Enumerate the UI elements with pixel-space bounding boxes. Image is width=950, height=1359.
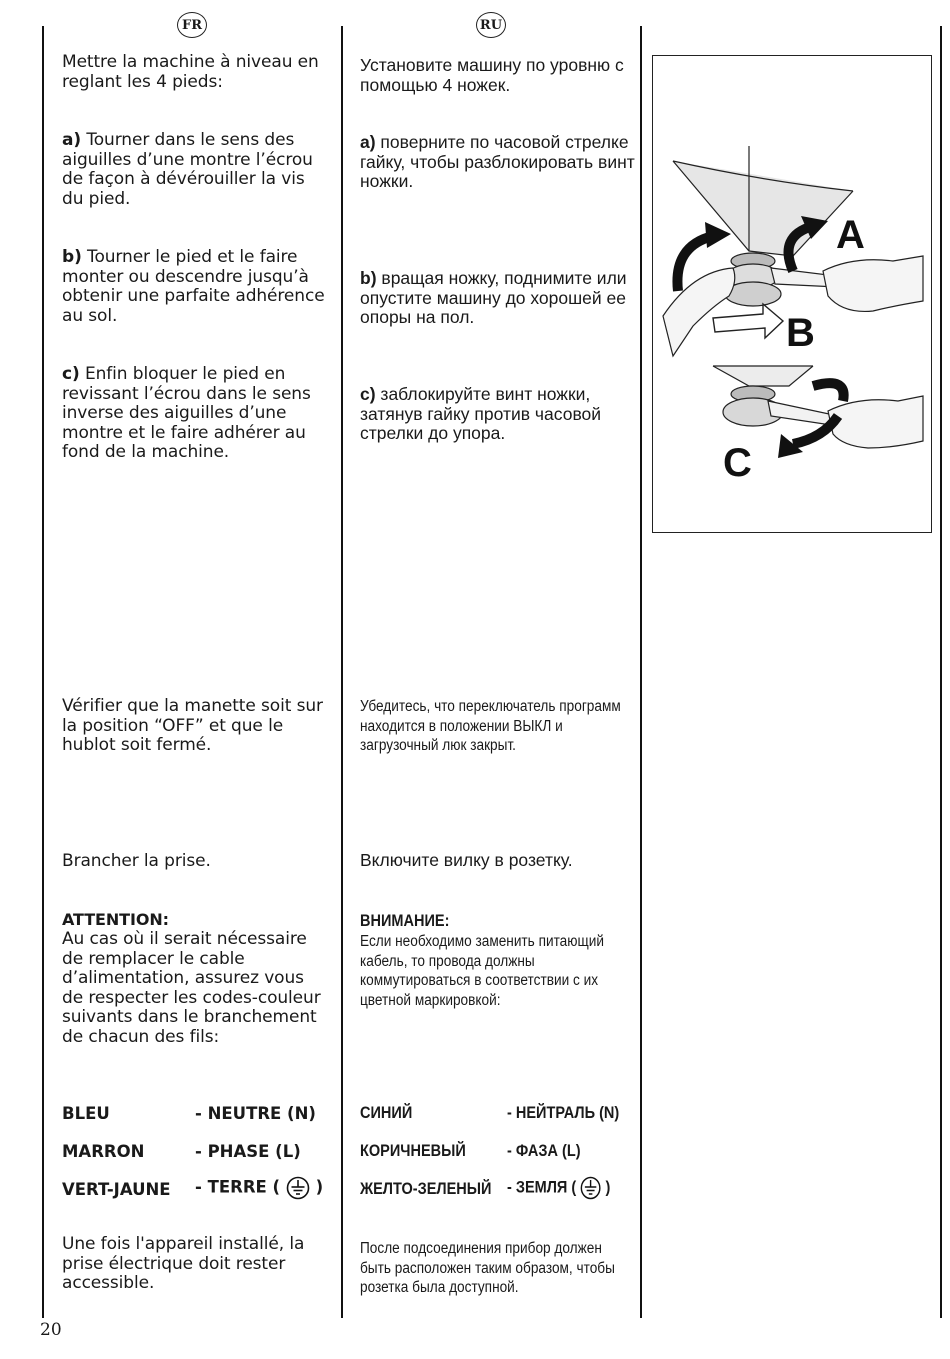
- ru-wire-blue: СИНИЙ: [360, 1104, 413, 1122]
- column-divider-left: [42, 26, 44, 1318]
- fr-wire-brown: MARRON: [62, 1142, 145, 1161]
- ru-step-a-label: a): [360, 132, 376, 152]
- fr-step-a: [62, 131, 330, 209]
- ru-step-b: [360, 269, 635, 328]
- fr-language-badge: FR: [177, 12, 207, 38]
- ru-language-badge: RU: [476, 12, 506, 38]
- ru-final-note: После подсоединения прибор должен быть расположен таким образом, чтобы розетка была доступной.: [360, 1240, 615, 1296]
- figure-label-b: B: [786, 311, 815, 355]
- page-number: 20: [40, 1320, 62, 1340]
- ru-check-off: Убедитесь, что переключатель программ находится в положении ВЫКЛ и загрузочный люк закрыт.: [360, 698, 621, 754]
- ru-attention-text: Если необходимо заменить питающий кабель, то провода должны коммутироваться в соответствии с их цветной маркировкой:: [360, 933, 604, 1009]
- fr-step-b: [62, 248, 330, 326]
- fr-wire-blue: BLEU: [62, 1104, 110, 1123]
- ru-plug-in: Включите вилку в розетку.: [360, 850, 573, 870]
- ru-step-c: [360, 385, 635, 444]
- ru-step-c-label: c): [360, 384, 376, 404]
- ru-leveling-intro: Установите машину по уровню с помощью 4 ножек.: [360, 55, 624, 95]
- figure-label-a: A: [836, 213, 865, 257]
- fr-step-c: [62, 365, 330, 463]
- ru-attention-title: ВНИМАНИЕ:: [360, 912, 450, 930]
- fr-step-a-text: Tourner dans le sens des aiguilles d’une montre l’écrou de façon à dévérouiller la vis du pied.: [62, 130, 313, 209]
- fr-wire-green-yellow: VERT-JAUNE: [62, 1180, 171, 1199]
- fr-step-c-label: c): [62, 364, 80, 384]
- fr-step-c-text: Enfin bloquer le pied en revissant l’écrou dans le sens inverse des aiguilles d’une montre et le faire adhérer au fond de la machine.: [62, 364, 311, 462]
- fr-attention-title: ATTENTION:: [62, 910, 169, 929]
- column-divider-middle: [341, 26, 343, 1318]
- ru-wire-blue-meaning: - НЕЙТРАЛЬ (N): [507, 1104, 620, 1122]
- ru-step-a: [360, 133, 635, 192]
- foot-adjustment-drawing: [653, 56, 930, 531]
- foot-adjustment-illustration: [652, 55, 932, 533]
- fr-step-a-label: a): [62, 130, 82, 150]
- earth-ground-icon: [286, 1176, 310, 1200]
- fr-check-off: Vérifier que la manette soit sur la position “OFF” et que le hublot soit fermé.: [62, 696, 323, 755]
- ru-step-a-text: поверните по часовой стрелке гайку, чтобы разблокировать винт ножки.: [360, 132, 635, 191]
- fr-step-b-label: b): [62, 247, 82, 267]
- ru-step-b-text: вращая ножку, поднимите или опустите машину до хорошей ее опоры на пол.: [360, 268, 627, 327]
- fr-plug-in: Brancher la prise.: [62, 851, 211, 871]
- column-divider-right: [640, 26, 642, 1318]
- fr-leveling-intro: Mettre la machine à niveau en reglant les 4 pieds:: [62, 52, 319, 92]
- earth-ground-icon: [580, 1176, 601, 1200]
- fr-step-b-text: Tourner le pied et le faire monter ou descendre jusqu’à obtenir une parfaite adhérence au sol.: [62, 247, 325, 326]
- fr-attention-text: Au cas où il serait nécessaire de remplacer le cable d’alimentation, assurez vous de respecter les codes-couleur suivants dans le branchement de chacun des fils:: [62, 929, 321, 1047]
- ru-wire-green-yellow-meaning: - ЗЕМЛЯ ( ): [507, 1176, 610, 1200]
- ru-wire-brown: КОРИЧНЕВЫЙ: [360, 1142, 466, 1160]
- ru-step-b-label: b): [360, 268, 377, 288]
- fr-wire-blue-meaning: - NEUTRE (N): [195, 1104, 316, 1123]
- ru-step-c-text: заблокируйте винт ножки, затянув гайку против часовой стрелки до упора.: [360, 384, 602, 443]
- figure-label-c: C: [723, 441, 752, 485]
- fr-wire-green-yellow-meaning: - TERRE ( ): [195, 1176, 323, 1200]
- ru-wire-brown-meaning: - ФАЗА (L): [507, 1142, 581, 1160]
- fr-final-note: Une fois l'appareil installé, la prise électrique doit rester accessible.: [62, 1234, 305, 1293]
- fr-wire-brown-meaning: - PHASE (L): [195, 1142, 301, 1161]
- column-divider-edge: [940, 26, 942, 1318]
- ru-wire-green-yellow: ЖЕЛТО-ЗЕЛЕНЫЙ: [360, 1180, 492, 1198]
